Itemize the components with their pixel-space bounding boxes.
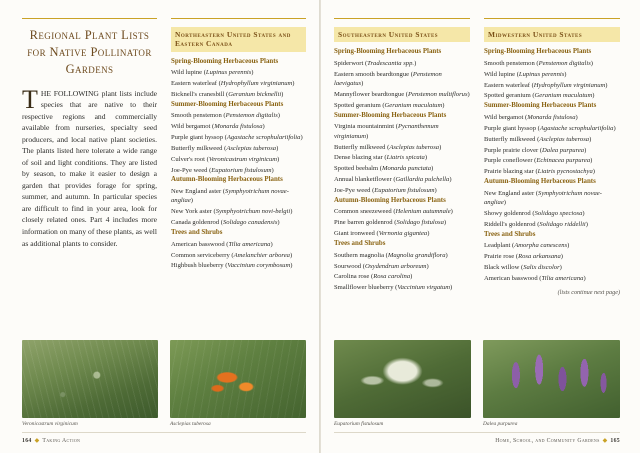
footer-rule [22, 432, 306, 433]
list-item: Eastern waterleaf (Hydrophyllum virginianum) [484, 81, 608, 89]
photo-caption: Asclepias tuberosa [170, 420, 211, 427]
right-footer [495, 438, 620, 444]
list-item: Wild bergamot (Monarda fistulosa) [484, 113, 578, 121]
list-item: Smooth penstemon (Penstemon digitalis) [484, 59, 593, 67]
list-item: Carolina rose (Rosa carolina) [334, 273, 413, 281]
plant-photo [22, 340, 158, 418]
photo-block [22, 340, 158, 427]
plant-list [334, 207, 470, 238]
plant-photo [334, 340, 471, 418]
column-top-rule [171, 18, 306, 19]
list-item: New England aster (Symphyotrichum novae-angliae) [484, 189, 602, 207]
page-number: 164 [22, 438, 32, 444]
list-item: Joe-Pye weed (Eupatorium fistulosum) [334, 186, 437, 194]
page-number: 165 [610, 438, 620, 444]
page-title-line1: Regional Plant Lists [29, 28, 150, 42]
continued-note: (lists continue next page) [557, 289, 620, 297]
right-column-southeast [334, 18, 470, 296]
plant-list [334, 59, 470, 110]
plant-list [171, 111, 306, 175]
list-item: Wild lupine (Lupinus perennis) [171, 69, 254, 77]
photo-block [170, 340, 306, 427]
column-top-rule [22, 18, 157, 19]
list-item: Highbush blueberry (Vaccinium corymbosum) [171, 262, 293, 270]
photo-caption: Dalea purpurea [483, 420, 518, 427]
plant-group [334, 240, 470, 293]
list-item: Spotted geranium (Geranium maculatum) [484, 92, 595, 100]
list-item: Dense blazing star (Liatris spicata) [334, 154, 428, 162]
list-item: American basswood (Tilia americana) [484, 274, 586, 282]
group-heading: Autumn-Blooming Herbaceous Plants [171, 176, 283, 184]
plant-group [484, 231, 620, 284]
list-item: Purple prairie clover (Dalea purpurea) [484, 146, 587, 154]
plant-list [171, 240, 306, 271]
left-page-columns [22, 18, 306, 272]
plant-list [171, 68, 306, 99]
right-page [320, 0, 640, 453]
footer-rule [334, 432, 620, 433]
intro-text: HE FOLLOWING plant lists include species that are native to their respective regions and commercially available from nurseries, specialty seed producers, and local native plant societies. The plants listed here tolerate a wide range of soil and light conditions. They are listed by season, to make it easier to design a garden that provides forage for spring, summer, and autumn. In particular species are difficult to find in your area, look for closely related ones. Part 4 includes more information on many of these plants, as well as additional plants to consider. [22, 88, 157, 248]
plant-group [484, 178, 620, 229]
list-item: Southern magnolia (Magnolia grandiflora) [334, 251, 448, 259]
photo-block [334, 340, 471, 427]
list-item: New York aster (Symphyotrichum novi-belgii) [171, 208, 293, 216]
list-item: Black willow (Salix discolor) [484, 264, 562, 271]
list-item: Purple giant hyssop (Agastache scrophulariifolia) [171, 134, 303, 142]
list-item: American basswood (Tilia americana) [171, 240, 273, 248]
list-item: Annual blanketflower (Gaillardia pulchella) [334, 176, 452, 184]
column-top-rule [334, 18, 470, 19]
group-heading: Trees and Shrubs [334, 240, 386, 248]
photo-caption: Veronicastrum virginicum [22, 420, 78, 427]
list-item: Common sneezeweed (Helenium autumnale) [334, 208, 453, 216]
list-item: Eastern smooth beardtongue (Penstemon laevigatus) [334, 70, 442, 88]
plant-group [334, 112, 470, 196]
footer-dot: ◆ [34, 438, 40, 444]
group-heading: Spring-Blooming Herbaceous Plants [484, 48, 592, 56]
plant-group [484, 102, 620, 176]
list-item: Eastern waterleaf (Hydrophyllum virginianum) [171, 79, 295, 87]
plant-group [171, 58, 306, 100]
group-heading: Spring-Blooming Herbaceous Plants [334, 48, 442, 56]
list-item: Joe-Pye weed (Eupatorium fistulosum) [171, 166, 274, 174]
list-item: Wild lupine (Lupinus perennis) [484, 70, 567, 78]
group-heading: Autumn-Blooming Herbaceous Plants [334, 196, 446, 204]
list-item: Smallflower blueberry (Vaccinium virgatum) [334, 284, 453, 292]
group-heading: Summer-Blooming Herbaceous Plants [334, 111, 447, 119]
list-item: Leadplant (Amorpha canescens) [484, 242, 570, 250]
plant-list [484, 59, 620, 101]
list-item: Prairie rose (Rosa arkansana) [484, 253, 563, 261]
photo-caption: Eupatorium fistulosum [334, 420, 384, 427]
list-item: Smooth penstemon (Penstemon digitalis) [171, 112, 280, 120]
list-item: Riddell's goldenrod (Solidago riddellii) [484, 220, 588, 228]
list-item: Showy goldenrod (Solidago speciosa) [484, 209, 585, 217]
list-item: Giant ironweed (Vernonia gigantea) [334, 230, 430, 238]
plant-list [484, 113, 620, 177]
group-heading: Summer-Blooming Herbaceous Plants [484, 102, 597, 110]
region-heading-northeast: Northeastern United States and Eastern Canada [171, 27, 306, 52]
page-title-line2: for Native Pollinator Gardens [27, 44, 152, 76]
footer-text: Home, School, and Community Gardens [495, 438, 600, 444]
plant-list [171, 187, 306, 227]
plant-group [484, 48, 620, 101]
group-heading: Autumn-Blooming Herbaceous Plants [484, 178, 596, 186]
list-item: New England aster (Symphyotrichum novae-angliae) [171, 188, 289, 205]
list-item: Butterfly milkweed (Asclepias tuberosa) [334, 143, 442, 151]
plant-photo [483, 340, 620, 418]
list-item: Purple coneflower (Echinacea purpurea) [484, 157, 593, 165]
list-item: Wild bergamot (Monarda fistulosa) [171, 123, 265, 131]
list-item: Culver's root (Veronicastrum virginicum) [171, 155, 280, 163]
page-title [22, 27, 157, 78]
list-item: Bicknell's cranesbill (Geranium bicknellii) [171, 90, 284, 98]
group-heading: Trees and Shrubs [171, 229, 223, 237]
list-item: Canada goldenrod (Solidago canadensis) [171, 219, 280, 227]
page-gutter [319, 0, 321, 453]
group-heading: Summer-Blooming Herbaceous Plants [171, 100, 284, 108]
plant-list [484, 241, 620, 283]
right-page-columns [334, 18, 620, 296]
right-column-midwest [484, 18, 620, 296]
left-photo-row [0, 340, 320, 427]
plant-group [334, 48, 470, 110]
drop-cap: T [22, 84, 38, 114]
list-item: Prairie blazing star (Liatris pycnostachya) [484, 168, 595, 176]
footer-dot: ◆ [602, 438, 608, 444]
list-item: Mannyflower beardtongue (Penstemon multiflorus) [334, 90, 470, 98]
list-item: Common serviceberry (Amelanchier arborea) [171, 251, 293, 259]
region-heading-southeast: Southeastern United States [334, 27, 470, 42]
group-heading: Trees and Shrubs [484, 230, 536, 238]
plant-group [171, 229, 306, 271]
plant-list [484, 189, 620, 229]
photo-block [483, 340, 620, 427]
left-column-intro [22, 18, 157, 272]
list-item: Purple giant hyssop (Agastache scrophulariifolia) [484, 124, 616, 132]
list-item: Spiderwort (Tradescantia spp.) [334, 59, 417, 67]
plant-group [171, 176, 306, 227]
list-item: Spotted geranium (Geranium maculatum) [334, 101, 445, 109]
group-heading: Spring-Blooming Herbaceous Plants [171, 57, 279, 65]
list-item: Spotted beebalm (Monarda punctata) [334, 165, 434, 173]
list-item: Butterfly milkweed (Asclepias tuberosa) [171, 144, 279, 152]
plant-group [334, 197, 470, 239]
plant-photo [170, 340, 306, 418]
plant-list [334, 122, 470, 195]
list-item: Pine barren goldenrod (Solidago fistulosa) [334, 219, 447, 227]
left-column-list [171, 18, 306, 272]
left-footer [22, 438, 80, 444]
list-item: Virginia mountainmint (Pycnanthemum virginianum) [334, 123, 439, 140]
list-item: Butterfly milkweed (Asclepias tuberosa) [484, 135, 592, 143]
region-heading-midwest: Midwestern United States [484, 27, 620, 42]
column-top-rule [484, 18, 620, 19]
footer-text: Taking Action [42, 438, 81, 444]
intro-paragraph [22, 84, 157, 249]
plant-list [334, 251, 470, 293]
list-item: Sourwood (Oxydendrum arboreum) [334, 262, 429, 270]
plant-group [171, 101, 306, 175]
right-photo-row [320, 340, 640, 427]
